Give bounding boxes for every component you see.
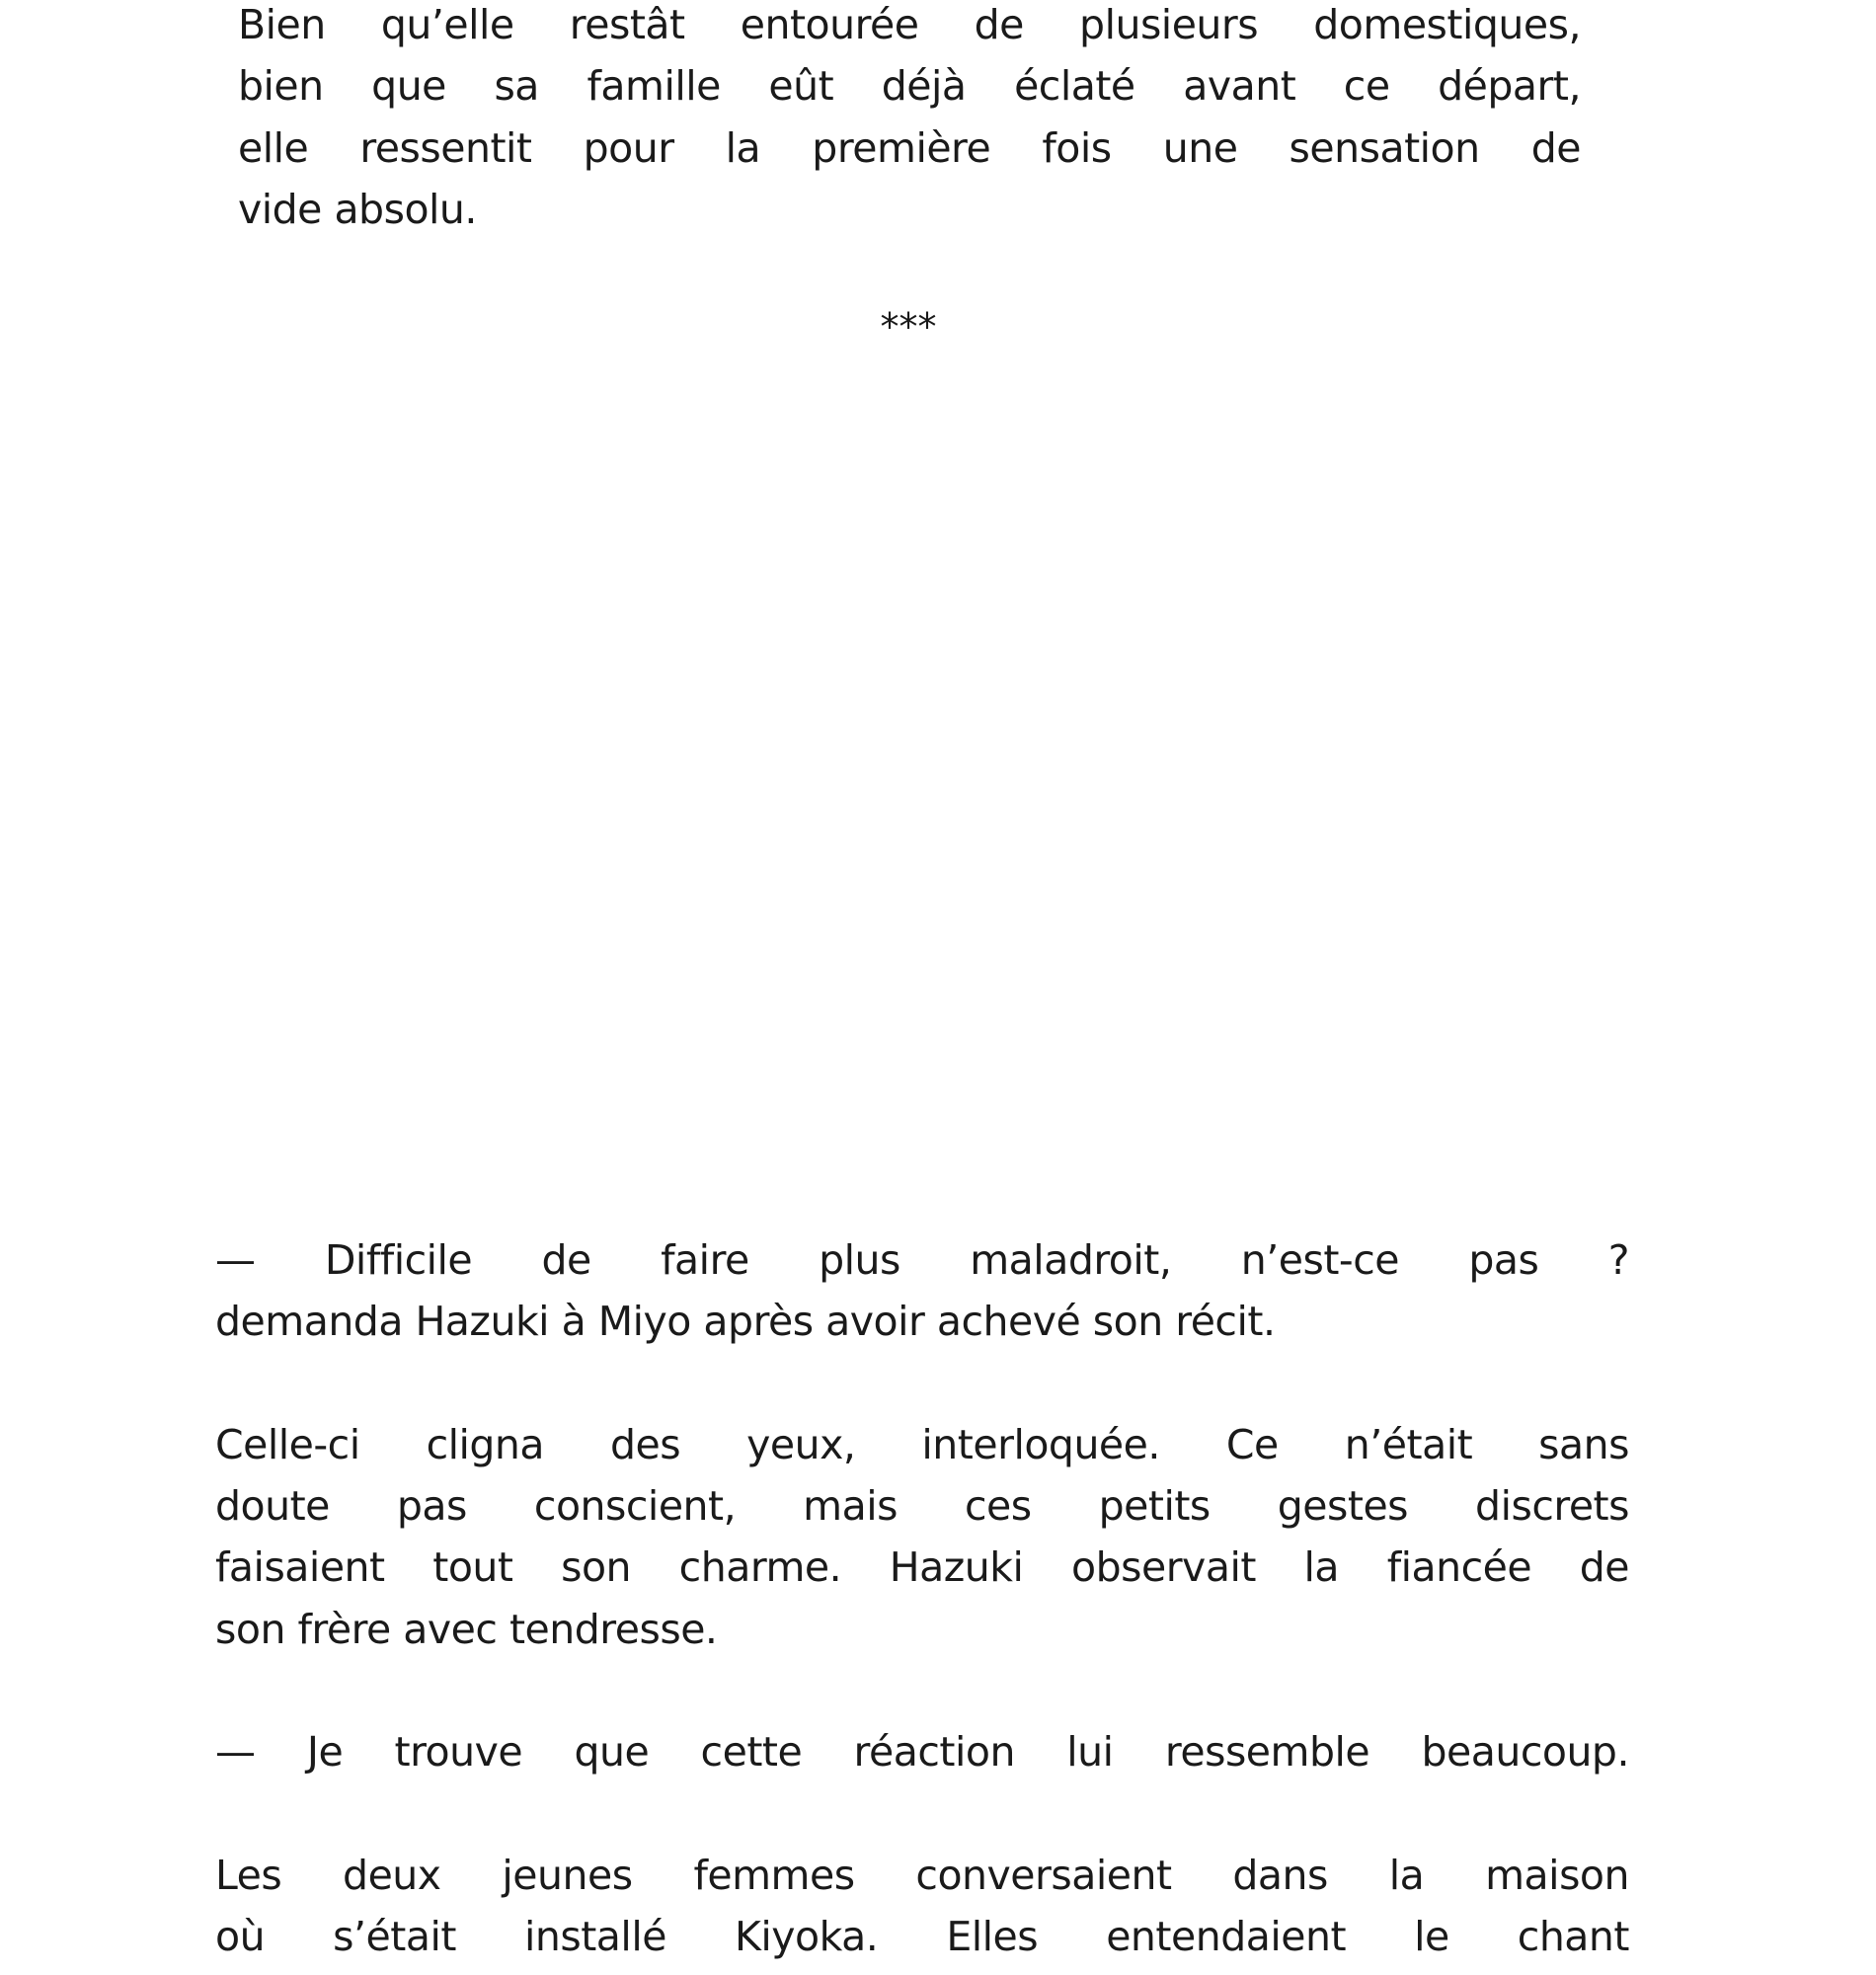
text-line: vide absolu. — [238, 186, 477, 233]
text-line: bien que sa famille eût déjà éclaté avant ce départ, — [238, 62, 1581, 110]
text-line: elle ressentit pour la première fois une sensation de — [238, 124, 1581, 172]
text-line: — Je trouve que cette réaction lui ressemble beaucoup. — [215, 1728, 1629, 1776]
text-line: Bien qu’elle restât entourée de plusieurs domestiques, — [238, 1, 1581, 48]
text-line: faisaient tout son charme. Hazuki observait la fiancée de — [215, 1543, 1629, 1591]
text-line: doute pas conscient, mais ces petits gestes discrets — [215, 1482, 1629, 1530]
text-line: Celle-ci cligna des yeux, interloquée. Ce n’était sans — [215, 1421, 1629, 1468]
text-line: Les deux jeunes femmes conversaient dans la maison — [215, 1852, 1629, 1899]
text-line: demanda Hazuki à Miyo après avoir achevé son récit. — [215, 1298, 1276, 1345]
text-line: où s’était installé Kiyoka. Elles entendaient le chant — [215, 1913, 1629, 1960]
scene-separator: *** — [880, 305, 937, 349]
text-line: — Difficile de faire plus maladroit, n’est-ce pas ? — [215, 1236, 1629, 1284]
text-line: son frère avec tendresse. — [215, 1606, 718, 1653]
